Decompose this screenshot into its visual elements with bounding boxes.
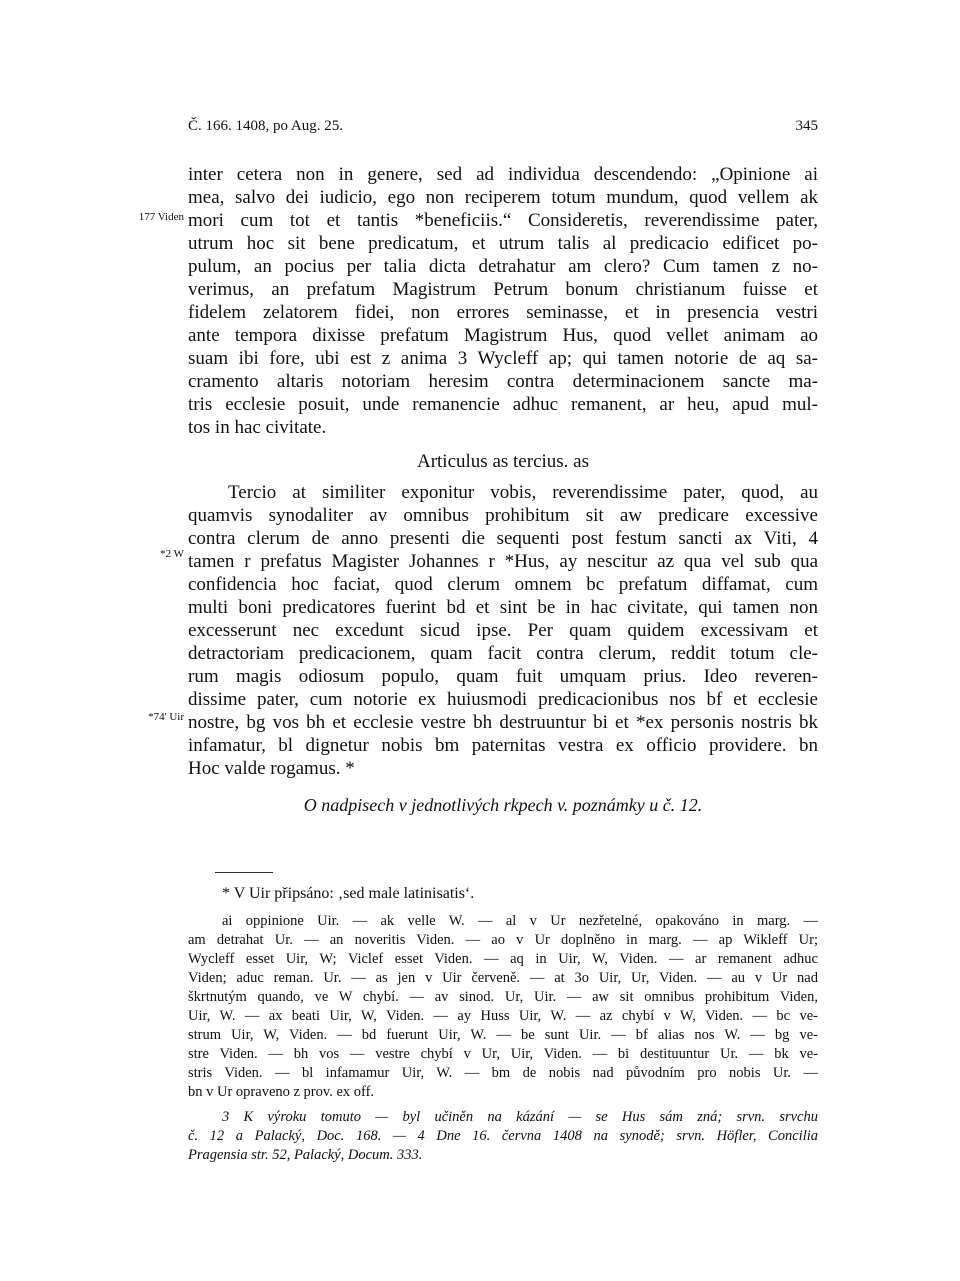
body-line: utrum hoc sit bene predicatum, et utrum talis al predicacio edificet po- — [188, 233, 818, 254]
body-line: fidelem zelatorem fidei, non errores seminasse, et in presencia vestri — [188, 302, 818, 323]
body-line: Tercio at similiter exponitur vobis, reverendissime pater, quod, au — [228, 482, 818, 503]
page-header — [188, 118, 818, 138]
body-line: multi boni predicatores fuerint bd et sint be in hac civitate, qui tamen non — [188, 597, 818, 618]
footnote-line: Wycleff esset Uir, W; Viclef esset Viden. — aq in Uir, W, Viden. — ar remanent adhuc — [188, 951, 818, 967]
body-line: Hoc valde rogamus. * — [188, 758, 355, 779]
body-line: quamvis synodaliter av omnibus prohibitum sit aw predicare excessive — [188, 505, 818, 526]
body-line: tos in hac civitate. — [188, 417, 327, 438]
editorial-note: O nadpisech v jednotlivých rkpech v. poznámky u č. 12. — [303, 795, 703, 815]
body-line: pulum, an pocius per talia dicta detrahatur am clero? Cum tamen z no- — [188, 256, 818, 277]
body-line: tamen r prefatus Magister Johannes r *Hus, ay nescitur az qua vel sub qua — [188, 551, 818, 572]
footnote-line: bn v Ur opraveno z prov. ex off. — [188, 1084, 375, 1100]
article-title: Articulus as tercius. as — [416, 451, 589, 472]
footnote-line: stris Viden. — bl infamamur Uir, W. — bm de nobis nad původním pro nobis Ur. — — [188, 1065, 818, 1081]
margin-note: *2 W — [160, 548, 184, 560]
page-number: 345 — [795, 118, 818, 134]
body-line: mea, salvo dei iudicio, ego non reciperem totum mundum, quod vellem ak — [188, 187, 818, 208]
margin-note: 177 Viden — [138, 211, 184, 223]
footnote-line: ai oppinione Uir. — ak velle W. — al v Ur nezřetelné, opakováno in marg. — — [222, 913, 818, 929]
body-line: ante tempora dixisse prefatum Magistrum Hus, quod vellet animam ao — [188, 325, 818, 346]
footnote-ref: č. 12 a Palacký, Doc. 168. — 4 Dne 16. června 1408 na synodě; srvn. Höfler, Concilia — [188, 1128, 818, 1144]
body-line: mori cum tot et tantis *beneficiis.“ Consideretis, reverendissime pater, — [188, 210, 818, 231]
body-line: infamatur, bl dignetur nobis bm paternitas vestra ex officio providere. bn — [188, 735, 818, 756]
body-line: verimus, an prefatum Magistrum Petrum bonum christianum fuisse et — [188, 279, 818, 300]
footnote-ref: Pragensia str. 52, Palacký, Docum. 333. — [188, 1147, 423, 1163]
body-line: suam ibi fore, ubi est z anima 3 Wycleff ap; qui tamen notorie de aq sa- — [188, 348, 818, 369]
body-line: nostre, bg vos bh et ecclesie vestre bh destruuntur bi et *ex personis nostris bk — [188, 712, 818, 733]
header-reference: Č. 166. 1408, po Aug. 25. — [188, 118, 344, 134]
footnote-line: am detrahat Ur. — an noveritis Viden. — ao v Ur doplněno in marg. — ap Wikleff Ur; — [188, 932, 818, 948]
body-line: detractoriam predicacionem, quam facit contra clerum, reddit totum cle- — [188, 643, 818, 664]
footnote-divider — [215, 872, 273, 873]
body-line: contra clerum de anno presenti die sequenti post festum sancti ax Viti, 4 — [188, 528, 818, 549]
footnote-ref: 3 K výroku tomuto — byl učiněn na kázání — se Hus sám zná; srvn. srvchu — [222, 1109, 818, 1125]
body-line: inter cetera non in genere, sed ad individua descendendo: „Opinione ai — [188, 164, 818, 185]
body-line: rum magis odiosum populo, quam fuit umquam prius. Ideo reveren- — [188, 666, 818, 687]
body-line: excesserunt nec excedunt sicud ipse. Per quam quidem excessivam et — [188, 620, 818, 641]
footnote-line: Viden; aduc reman. Ur. — as jen v Uir červeně. — at 3o Uir, Ur, Viden. — au v Ur nad — [188, 970, 818, 986]
footnote-line: škrtnutým quando, ve W chybí. — av sinod. Ur, Uir. — aw sit omnibus prohibitum Viden, — [188, 989, 818, 1005]
body-line: cramento altaris notoriam heresim contra determinacionem sancte ma- — [188, 371, 818, 392]
body-line: confidencia hoc faciat, quod clerum omnem bc prefatum diffamat, cum — [188, 574, 818, 595]
body-line: dissime pater, cum notorie ex huiusmodi predicacionibus nos bf et ecclesie — [188, 689, 818, 710]
footnote-line: strum Uir, W, Viden. — bd fuerunt Uir, W. — be sunt Uir. — bf alias nos W. — bg ve- — [188, 1027, 818, 1043]
footnote-line: stre Viden. — bh vos — vestre chybí v Ur, Uir, Viden. — bi destituuntur Ur. — bk ve- — [188, 1046, 818, 1062]
body-line: tris ecclesie posuit, unde remanencie adhuc remanent, ar heu, apud mul- — [188, 394, 818, 415]
margin-note: *74' Uir — [148, 711, 184, 723]
footnote-line: Uir, W. — ax beati Uir, W, Viden. — ay Huss Uir, W. — az chybí v W, Viden. — bc ve- — [188, 1008, 818, 1024]
footnote-star: * V Uir připsáno: ‚sed male latinisatis‘. — [222, 885, 475, 902]
